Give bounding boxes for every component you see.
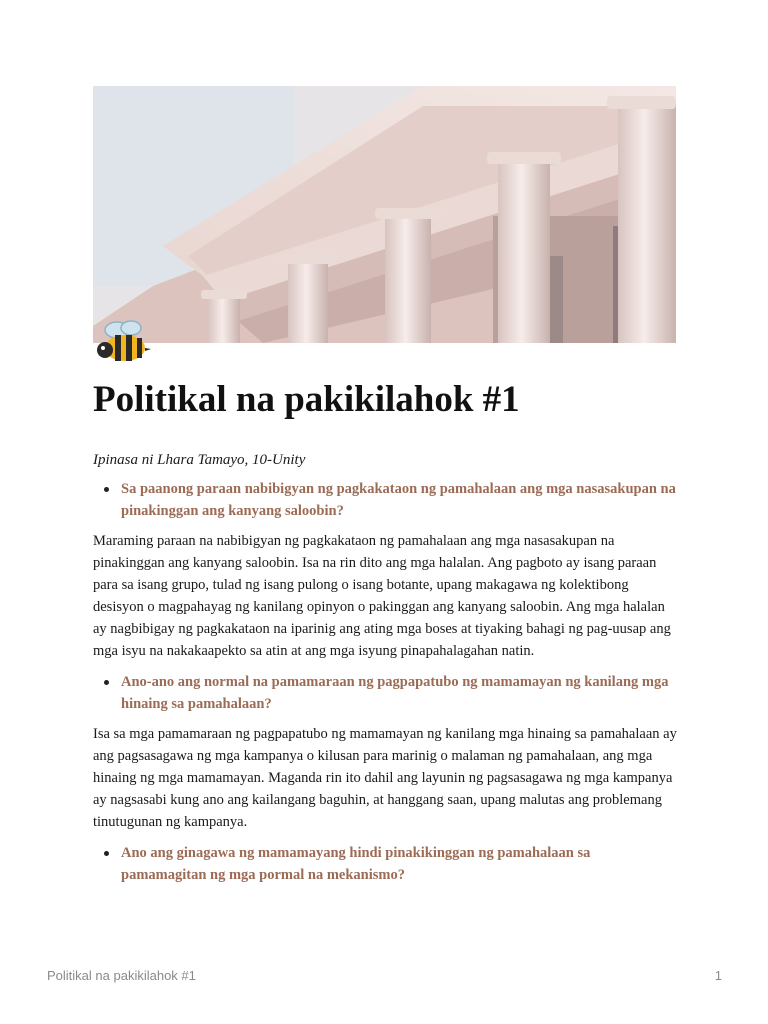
building-columns-illustration <box>93 86 676 343</box>
cover-image <box>93 86 676 343</box>
bullet-icon <box>104 851 109 856</box>
page-title: Politikal na pakikilahok #1 <box>93 379 520 420</box>
question-item <box>93 671 678 715</box>
bullet-icon <box>104 680 109 685</box>
footer-title: Politikal na pakikilahok #1 <box>47 968 196 983</box>
document-body <box>93 449 678 894</box>
answer-paragraph: Isa sa mga pamamaraan ng pagpapatubo ng mamamayan ng kanilang mga hinaing sa pamahalaan ay ang pagsasagawa ng mga kampanya o kilusan para marinig o malaman ng pamahalaan, ang mga hinaing ng mga mamamayan. Maganda rin ito dahil ang layunin ng pagsasagawa ng mga kampanya ay nagsasabi kung ano ang kailangang baguhin, at hanggang saan, upang malutas ang problemang tinutugunan ng kampanya. <box>93 726 677 830</box>
answer-paragraph: Maraming paraan na nabibigyan ng pagkakataon ng pamahalaan ang mga nasasakupan na pinakinggan ang kanyang saloobin. Isa na rin dito ang mga halalan. Ang pagboto ay isang paraan para sa isang grupo, tulad ng isang pulong o isang botante, upang makagawa ng kolektibong desisyon o magpahayag ng kanilang opinyon o pakinggan ang kanyang saloobin. Ang mga halalan ay nagbibigay ng pagkakataon na iparinig ang ating mga boses at tiyaking bahagi ng pag-uusap ang mga isyu na nakakaapekto sa atin at ang mga isyung pinapahalagahan natin. <box>93 533 671 659</box>
bullet-icon <box>104 487 109 492</box>
question-item <box>93 842 678 886</box>
bee-icon <box>95 318 151 370</box>
page-number: 1 <box>714 968 722 983</box>
question-text: Sa paanong paraan nabibigyan ng pagkakataon ng pamahalaan ang mga nasasakupan na pinakinggan ang kanyang saloobin? <box>121 481 676 519</box>
question-item <box>93 478 678 522</box>
question-text: Ano ang ginagawa ng mamamayang hindi pinakikinggan ng pamahalaan sa pamamagitan ng mga pormal na mekanismo? <box>121 845 591 883</box>
byline: Ipinasa ni Lhara Tamayo, 10-Unity <box>93 452 306 468</box>
question-text: Ano-ano ang normal na pamamaraan ng pagpapatubo ng mamamayan ng kanilang mga hinaing sa pamahalaan? <box>121 674 669 712</box>
